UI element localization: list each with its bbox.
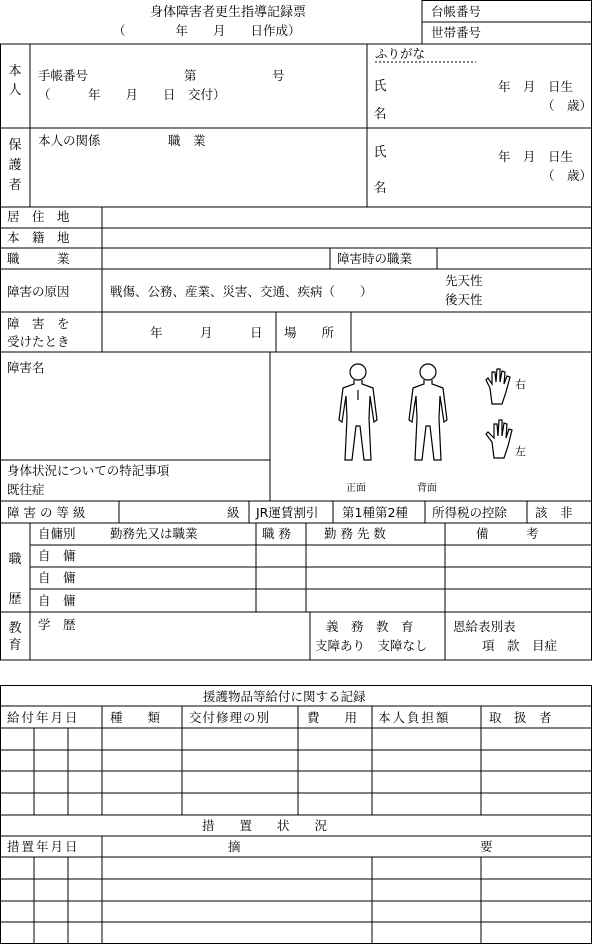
congenital-label: 先天性 — [445, 273, 483, 288]
acquired-label: 後天性 — [445, 292, 483, 307]
measure-date-header: 措置年月日 — [7, 839, 80, 854]
disability-name-label: 障害名 — [7, 360, 45, 375]
col-type: 種 類 — [110, 710, 161, 725]
guardian-occupation-label: 職 業 — [168, 133, 206, 148]
jr-discount-label: JR運賃割引 — [256, 505, 319, 520]
workplace-header: 勤務先又は職業 — [110, 526, 198, 541]
guardian-section-label: 保護者 — [8, 138, 22, 193]
domicile-label: 本 籍 地 — [7, 230, 70, 245]
person-section-label: 本人 — [8, 64, 22, 98]
person-age: （ 歳） — [542, 98, 592, 113]
person-birth: 年 月 日生 — [498, 79, 574, 94]
guardian-birth: 年 月 日生 — [498, 149, 574, 164]
pension-table-label: 恩給表別表 — [453, 619, 516, 634]
education-section-label: 教育 — [8, 621, 22, 653]
body-back-figure — [403, 360, 453, 470]
guardian-age: （ 歳） — [542, 168, 592, 183]
self-employed-type-header: 自傭別 — [38, 526, 76, 541]
career-section-label: 職歴 — [8, 552, 22, 607]
occupation-label: 職 業 — [7, 251, 70, 266]
discount-types: 第1種第2種 — [342, 505, 408, 520]
form-title: 身体障害者更生指導記録票 — [150, 5, 307, 20]
number-suffix: 号 — [272, 68, 285, 83]
cause-label: 障害の原因 — [7, 284, 70, 299]
compulsory-options: 支障あり 支障なし — [315, 638, 428, 653]
summary-header-1: 摘 — [228, 839, 241, 854]
grade-label: 障 害 の 等 級 — [7, 505, 86, 520]
col-self-payment: 本人負担額 — [378, 710, 451, 725]
tax-deduction-label: 所得税の控除 — [432, 505, 508, 520]
guardian-relation-label: 本人の関係 — [38, 133, 101, 148]
when-injured-label-2: 受けたとき — [7, 334, 70, 349]
col-delivery-date: 給付年月日 — [7, 710, 80, 725]
years-header: 勤 務 先 数 — [324, 526, 386, 541]
career-row-3: 自 傭 — [38, 593, 76, 608]
left-hand-figure — [482, 416, 516, 460]
injury-date: 年 月 日 — [150, 325, 263, 340]
right-label: 右 — [515, 378, 526, 391]
career-row-2: 自 傭 — [38, 570, 76, 585]
grade-unit: 級 — [227, 505, 240, 520]
cause-options: 戦傷、公務、産業、災害、交通、疾病（ ） — [110, 284, 373, 299]
special-notes-label: 身体状況についての特記事項 — [7, 463, 170, 478]
front-label: 正面 — [346, 483, 366, 494]
ledger-number-label: 台帳番号 — [431, 4, 482, 19]
creation-date: （ 年 月 日作成） — [113, 23, 301, 38]
summary-header-2: 要 — [480, 839, 493, 854]
number-prefix: 第 — [184, 68, 197, 83]
col-handler: 取 扱 者 — [489, 710, 552, 725]
measures-title: 措 置 状 況 — [202, 818, 328, 833]
furigana-label: ふりがな — [375, 46, 426, 61]
applicable-label: 該 非 — [535, 505, 573, 520]
remarks-header: 備 考 — [476, 526, 539, 541]
occupation-at-injury-label: 障害時の職業 — [337, 251, 413, 266]
person-name-label: 氏名 — [373, 79, 387, 122]
residence-label: 居 住 地 — [7, 209, 70, 224]
household-number-label: 世帯番号 — [431, 25, 482, 40]
back-label: 背面 — [417, 483, 437, 494]
right-hand-figure — [482, 366, 516, 406]
injury-place-label: 場 所 — [284, 325, 335, 340]
compulsory-education-label: 義 務 教 育 — [326, 619, 414, 634]
supplies-title: 援護物品等給付に関する記録 — [203, 689, 366, 704]
body-front-figure — [333, 360, 383, 470]
duties-header: 職 務 — [262, 526, 291, 541]
col-cost: 費 用 — [307, 710, 358, 725]
guardian-name-label: 氏名 — [373, 145, 387, 196]
education-history-label: 学 歴 — [38, 617, 76, 632]
handbook-number-label: 手帳番号 — [38, 68, 89, 83]
issue-date: （ 年 月 日 交付） — [38, 87, 226, 102]
career-row-1: 自 傭 — [38, 548, 76, 563]
when-injured-label-1: 障 害 を — [7, 316, 70, 331]
col-issue-repair: 交付修理の別 — [189, 710, 271, 725]
left-label: 左 — [515, 445, 526, 458]
pension-items-label: 項 款 目症 — [482, 638, 558, 653]
past-history-label: 既往症 — [7, 482, 45, 497]
